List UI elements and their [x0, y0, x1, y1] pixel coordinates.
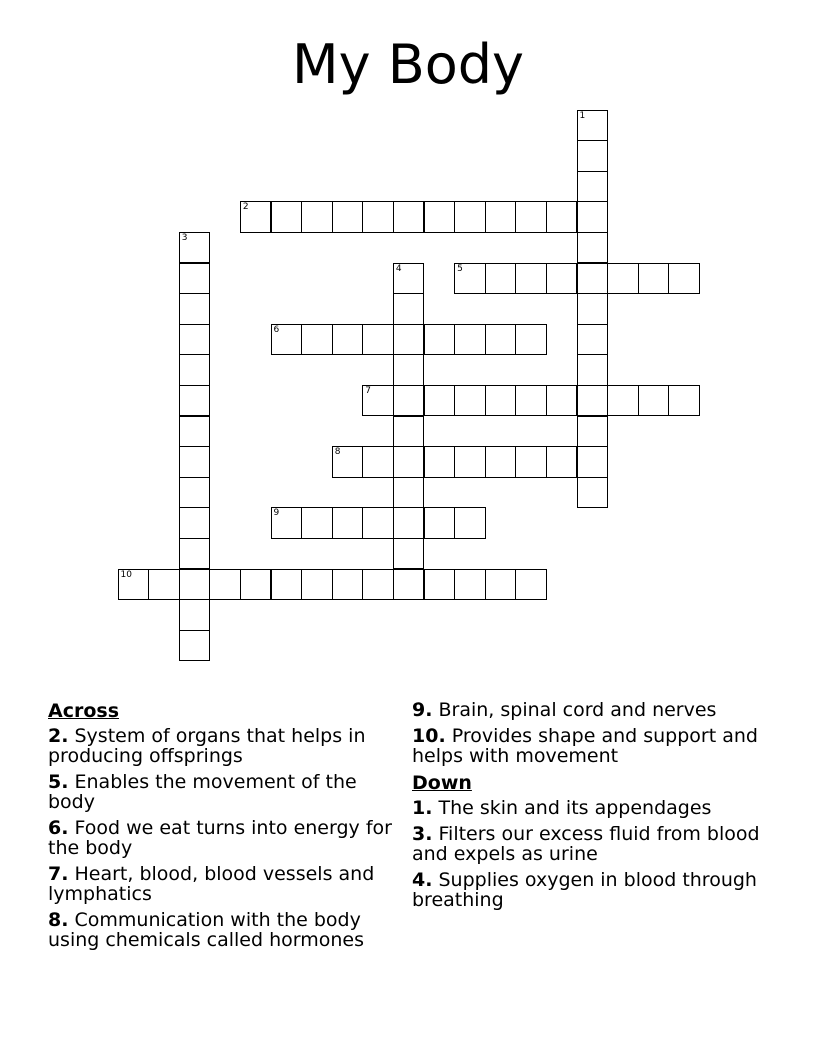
grid-cell[interactable] — [577, 354, 609, 386]
page-title: My Body — [291, 33, 525, 96]
grid-cell[interactable] — [485, 385, 517, 417]
grid-cell[interactable] — [577, 416, 609, 448]
grid-cell[interactable] — [179, 232, 211, 264]
grid-cell[interactable] — [332, 446, 364, 478]
grid-cell[interactable] — [179, 293, 211, 325]
grid-cell[interactable] — [179, 446, 211, 478]
down-heading: Down — [412, 772, 472, 794]
grid-cell[interactable] — [362, 507, 394, 539]
grid-cell[interactable] — [668, 263, 700, 295]
grid-cell[interactable] — [332, 201, 364, 233]
grid-cell[interactable] — [240, 201, 272, 233]
clue-number: 9 — [273, 508, 280, 519]
grid-cell[interactable] — [454, 385, 486, 417]
grid-cell[interactable] — [393, 538, 425, 570]
grid-cell[interactable] — [577, 110, 609, 142]
clues-left-column — [48, 700, 398, 956]
grid-cell[interactable] — [577, 385, 609, 417]
grid-cell[interactable] — [393, 263, 425, 295]
grid-cell[interactable] — [577, 477, 609, 509]
clue-across-10: 10. Provides shape and support and helps with movement — [412, 725, 758, 767]
grid-cell[interactable] — [638, 263, 670, 295]
grid-cell[interactable] — [424, 385, 456, 417]
grid-cell[interactable] — [577, 171, 609, 203]
clue-across-5: 5. Enables the movement of the body — [48, 771, 357, 813]
grid-cell[interactable] — [577, 293, 609, 325]
grid-cell[interactable] — [393, 507, 425, 539]
grid-cell[interactable] — [454, 324, 486, 356]
clue-across-7: 7. Heart, blood, blood vessels and lymphatics — [48, 863, 375, 905]
grid-cell[interactable] — [393, 354, 425, 386]
grid-cell[interactable] — [485, 324, 517, 356]
grid-cell[interactable] — [515, 385, 547, 417]
grid-cell[interactable] — [546, 385, 578, 417]
grid-cell[interactable] — [485, 201, 517, 233]
clue-number: 3 — [181, 232, 188, 243]
grid-cell[interactable] — [179, 569, 211, 601]
grid-cell[interactable] — [362, 201, 394, 233]
grid-cell[interactable] — [271, 201, 303, 233]
grid-cell[interactable] — [332, 507, 364, 539]
clue-number: 10 — [120, 569, 132, 580]
grid-cell[interactable] — [393, 201, 425, 233]
grid-cell[interactable] — [607, 263, 639, 295]
grid-cell[interactable] — [454, 201, 486, 233]
grid-cell[interactable] — [362, 446, 394, 478]
grid-cell[interactable] — [179, 538, 211, 570]
grid-cell[interactable] — [393, 446, 425, 478]
grid-cell[interactable] — [485, 263, 517, 295]
grid-cell[interactable] — [179, 324, 211, 356]
clue-number: 2 — [242, 202, 249, 213]
grid-cell[interactable] — [577, 232, 609, 264]
grid-cell[interactable] — [393, 385, 425, 417]
clue-down-3: 3. Filters our excess fluid from blood and expels as urine — [412, 823, 760, 865]
clue-number: 4 — [395, 263, 402, 274]
grid-cell[interactable] — [515, 263, 547, 295]
grid-cell[interactable] — [546, 263, 578, 295]
grid-cell[interactable] — [301, 324, 333, 356]
grid-cell[interactable] — [179, 477, 211, 509]
grid-cell[interactable] — [577, 263, 609, 295]
grid-cell[interactable] — [271, 507, 303, 539]
grid-cell[interactable] — [179, 263, 211, 295]
grid-cell[interactable] — [454, 507, 486, 539]
grid-cell[interactable] — [577, 201, 609, 233]
grid-cell[interactable] — [577, 324, 609, 356]
grid-cell[interactable] — [424, 201, 456, 233]
grid-cell[interactable] — [607, 385, 639, 417]
grid-cell[interactable] — [668, 385, 700, 417]
grid-cell[interactable] — [393, 293, 425, 325]
clue-across-6: 6. Food we eat turns into energy for the body — [48, 817, 392, 859]
clues-right-column — [412, 700, 762, 916]
across-heading: Across — [48, 700, 120, 722]
grid-cell[interactable] — [515, 201, 547, 233]
grid-cell[interactable] — [179, 416, 211, 448]
clue-number: 5 — [457, 263, 463, 274]
clue-number: 6 — [273, 324, 280, 335]
grid-cell[interactable] — [515, 446, 547, 478]
grid-cell[interactable] — [424, 569, 456, 601]
grid-cell[interactable] — [271, 324, 303, 356]
grid-cell[interactable] — [301, 201, 333, 233]
grid-cell[interactable] — [485, 446, 517, 478]
grid-cell[interactable] — [209, 569, 241, 601]
clue-number: 8 — [334, 447, 341, 458]
grid-cell[interactable] — [362, 569, 394, 601]
grid-cell[interactable] — [179, 507, 211, 539]
grid-cell[interactable] — [546, 201, 578, 233]
clue-number: 1 — [579, 110, 586, 121]
grid-cell[interactable] — [240, 569, 272, 601]
grid-cell[interactable] — [362, 385, 394, 417]
clue-across-9: 9. Brain, spinal cord and nerves — [412, 699, 717, 721]
grid-cell[interactable] — [577, 446, 609, 478]
grid-cell[interactable] — [179, 354, 211, 386]
grid-cell[interactable] — [301, 507, 333, 539]
grid-cell[interactable] — [148, 569, 180, 601]
grid-cell[interactable] — [515, 569, 547, 601]
grid-cell[interactable] — [485, 569, 517, 601]
grid-cell[interactable] — [393, 416, 425, 448]
grid-cell[interactable] — [454, 263, 486, 295]
grid-cell[interactable] — [393, 569, 425, 601]
grid-cell[interactable] — [271, 569, 303, 601]
grid-cell[interactable] — [424, 324, 456, 356]
grid-cell[interactable] — [332, 569, 364, 601]
clue-across-2: 2. System of organs that helps in producing offsprings — [48, 725, 366, 767]
clue-across-8: 8. Communication with the body using chemicals called hormones — [48, 909, 364, 951]
grid-cell[interactable] — [179, 630, 211, 662]
clue-down-1: 1. The skin and its appendages — [412, 797, 712, 819]
clue-number: 7 — [365, 385, 372, 396]
grid-cell[interactable] — [515, 324, 547, 356]
grid-cell[interactable] — [454, 446, 486, 478]
grid-cell[interactable] — [638, 385, 670, 417]
grid-cell[interactable] — [546, 446, 578, 478]
grid-cell[interactable] — [118, 569, 150, 601]
grid-cell[interactable] — [362, 324, 394, 356]
grid-cell[interactable] — [179, 599, 211, 631]
grid-cell[interactable] — [577, 140, 609, 172]
grid-cell[interactable] — [424, 507, 456, 539]
grid-cell[interactable] — [179, 385, 211, 417]
grid-cell[interactable] — [332, 324, 364, 356]
grid-cell[interactable] — [393, 324, 425, 356]
grid-cell[interactable] — [301, 569, 333, 601]
grid-cell[interactable] — [424, 446, 456, 478]
grid-cell[interactable] — [454, 569, 486, 601]
grid-cell[interactable] — [393, 477, 425, 509]
clue-down-4: 4. Supplies oxygen in blood through breathing — [412, 869, 757, 911]
